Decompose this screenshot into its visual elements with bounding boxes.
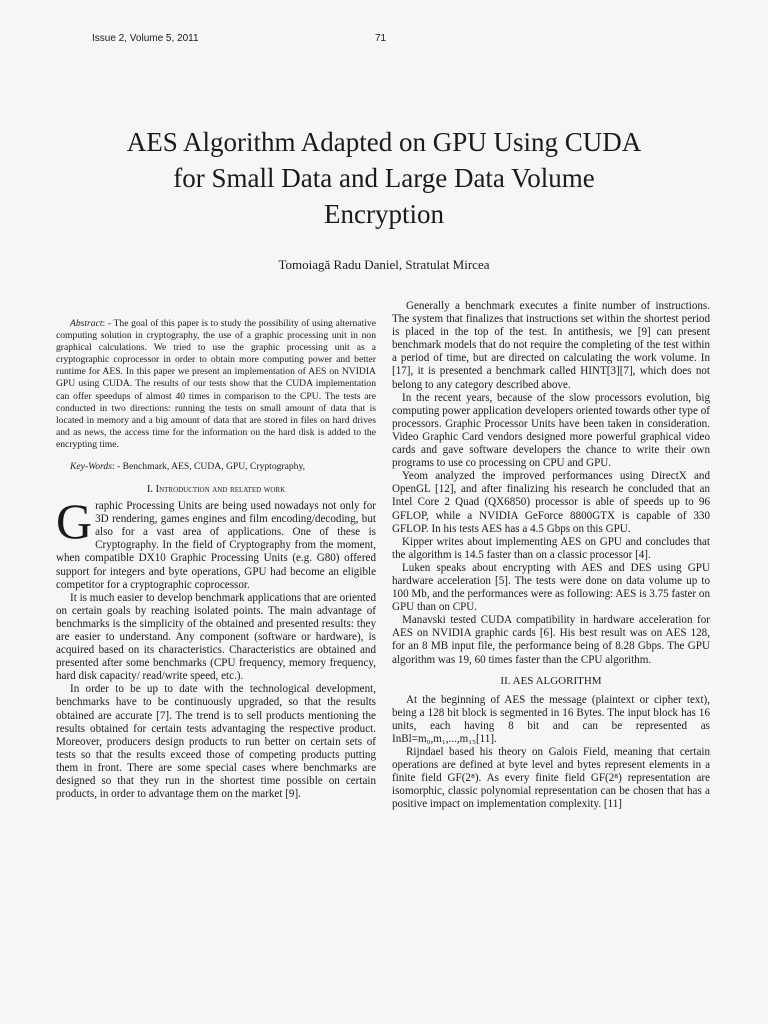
body-paragraph: Generally a benchmark executes a finite number of instructions. The system that finalizes that instructions set within the shortest period is placed in the top of the test. In antithesis, we [9] can present benchmark models that do not require the completing of the test within a period of time, but are directed on calculating the work volume. In [17], it is presented a benchmark called HINT[3][7], which does not belong to any category described above. xyxy=(392,300,710,391)
intro-paragraph-1-text: raphic Processing Units are being used nowadays not only for 3D rendering, games engines and film encoding/decoding, but also for a vast area of applications. One of these is Cryptography. In the field of Cryptography from the moment, when compatible DX10 Graphic Processing Units (e.g. G80) offered support for integers and byte operations, GPU had become an eligible competitor for a cryptographic coprocessor. xyxy=(56,500,376,591)
body-paragraph: Luken speaks about encrypting with AES and DES using GPU hardware acceleration [5]. The tests were done on data volume up to 100 Mb, and the performances were as following: AES is 3.75 faster on GPU than on CPU. xyxy=(392,561,710,614)
issue-volume: Issue 2, Volume 5, 2011 xyxy=(92,33,199,44)
abstract xyxy=(56,318,376,451)
keywords-label: Key-Words xyxy=(70,461,112,473)
body-paragraph: Kipper writes about implementing AES on GPU and concludes that the algorithm is 14.5 faster than on a classic processor [4]. xyxy=(392,535,710,561)
drop-cap: G xyxy=(56,493,93,550)
paper-title xyxy=(60,124,708,232)
title-line: Encryption xyxy=(324,199,444,229)
section-heading-introduction xyxy=(56,483,376,496)
keywords-text: : - Benchmark, AES, CUDA, GPU, Cryptography, xyxy=(111,461,306,473)
section-heading-aes: II. AES ALGORITHM xyxy=(500,674,602,687)
title-line: AES Algorithm Adapted on GPU Using CUDA xyxy=(126,127,642,157)
abstract-label: Abstract xyxy=(70,318,103,329)
section-numeral: I. xyxy=(146,484,153,496)
intro-paragraph-3: In order to be up to date with the technological development, benchmarks have to be continuously upgraded, so that the results obtained are accurate [7]. The trend is to sell products mentioning the results obtained for certain tests advantaging the respective product. Moreover, producers design products to run better on certain sets of tests so that the results exceed those of competing products putting them in front. There are some special cases where benchmarks are designed so that they run in the shortest time possible on certain products, in order to advantage them on the market [9]. xyxy=(56,683,376,801)
page-number: 71 xyxy=(375,33,387,44)
body-paragraph: Manavski tested CUDA compatibility in hardware acceleration for AES on NVIDIA graphic cards [6]. His best result was on AES 128, for an 8 MB input file, the performance being of 8.28 Gbps. The GPU algorithm was 19, 60 times faster than the CPU algorithm. xyxy=(392,614,710,666)
left-column xyxy=(56,300,376,801)
abstract-text: : - The goal of this paper is to study the possibility of using alternative computing solution in cryptography, the use of a graphic processing unit in non graphical calculations. We tried to use the graphic processing unit as a cryptographic coprocessor in order to obtain more computing power and better runtime for AES. In this paper we present an implementation of AES on NVIDIA GPU using CUDA. The results of our tests show that the CUDA implementation can offer speedups of almost 40 times in comparison to the CPU. The tests are conducted in two directions: running the tests on small amount of data that is located in memory and a big amount of data that are stored in files on hard drives and as news, the access time for the information on the hard disk is added to the encrypting time. xyxy=(56,318,376,450)
keywords xyxy=(56,461,376,473)
aes-paragraph-1: At the beginning of AES the message (plaintext or cipher text), being a 128 bit block is segmented in 16 Bytes. The input block has 16 units, each having 8 bit and can be represented as InBl=m₀,m₁,...,m₁₅[11]. xyxy=(392,693,710,745)
intro-paragraph-1 xyxy=(56,493,376,592)
right-column xyxy=(392,300,710,811)
running-header xyxy=(92,33,712,47)
body-paragraph: In the recent years, because of the slow processors evolution, big computing power application developers oriented towards other type of processors. Graphic Processor Units have been taken in consideration. Video Graphic Card vendors designed more powerful graphical video cards and gave software developers the chance to write their own programs to use co processing on CPU and GPU. xyxy=(392,391,710,470)
intro-paragraph-2: It is much easier to develop benchmark applications that are oriented on certain goals by reaching isolated points. The main advantage of benchmarks is the simplicity of the obtained and presented results: they are easier to understand. Any component (software or hardware), is acquired based on its characteristics. Characteristics are obtained and presented after some benchmarks (CPU frequency, memory frequency, hard disk capacity/ read/write speed, etc.). xyxy=(56,591,376,683)
title-line: for Small Data and Large Data Volume xyxy=(173,163,595,193)
section-title: Introduction and related work xyxy=(155,484,286,496)
body-paragraph: Yeom analyzed the improved performances using DirectX and OpenGL [12], and after finalizing his research he concluded that an Intel Core 2 Quad (QX6850) processor is able of speeds up to 96 GFLOP, while a NVIDIA GeForce 8800GTX is capable of 330 GFLOP. In his tests AES has a 4.5 Gbps on this GPU. xyxy=(392,470,710,535)
aes-paragraph-2: Rijndael based his theory on Galois Field, meaning that certain operations are defined at byte level and bytes represent elements in a finite field GF(2⁸). As every finite field GF(2⁸) representation are isomorphic, classic polynomial representation can be chosen that has a positive impact on implementation complexity. [11] xyxy=(392,746,710,811)
authors: Tomoiagă Radu Daniel, Stratulat Mircea xyxy=(278,257,490,272)
